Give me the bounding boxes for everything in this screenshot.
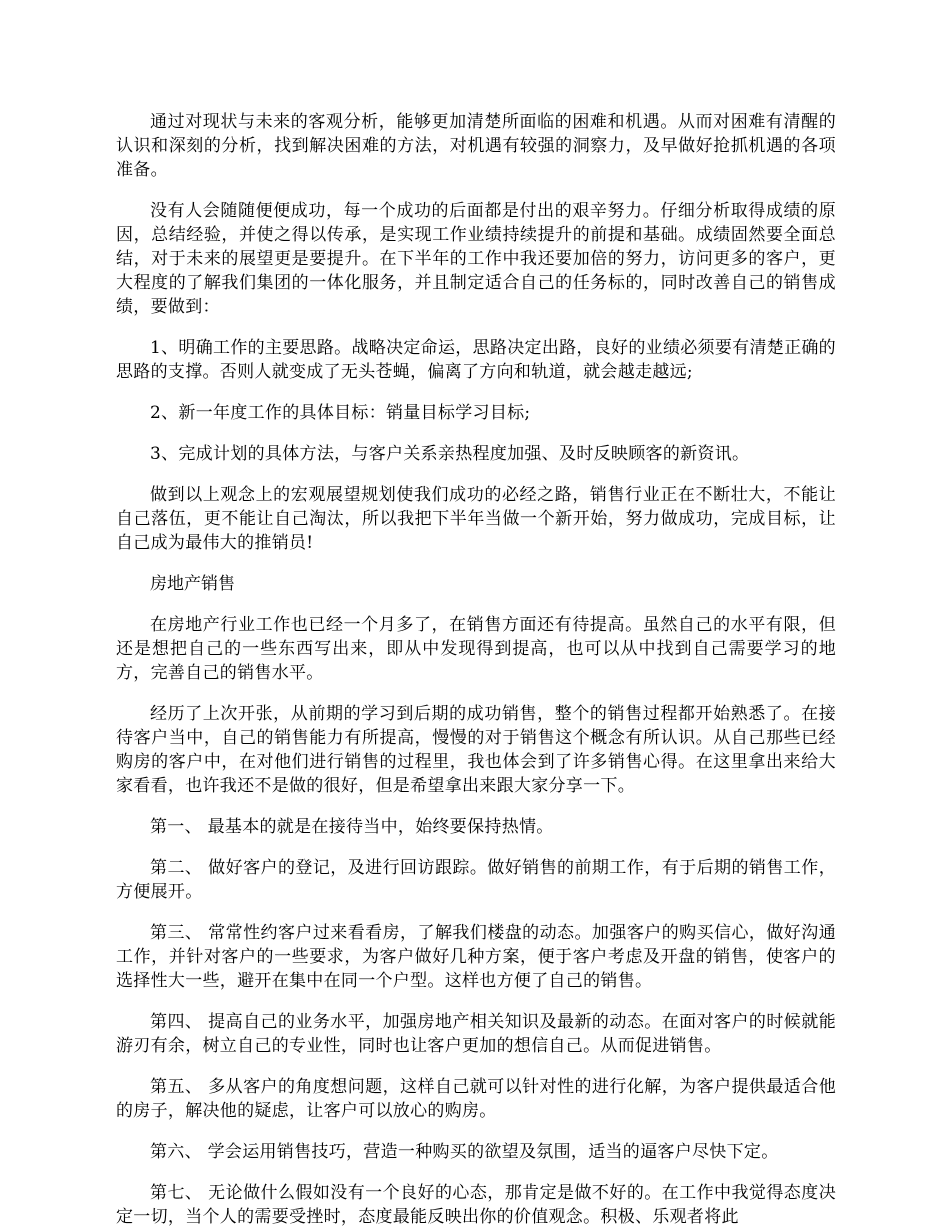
paragraph: 第六、 学会运用销售技巧，营造一种购买的欲望及氛围，适当的逼客户尽快下定。	[150, 1142, 779, 1162]
paragraph: 没有人会随随便便成功，每一个成功的后面都是付出的艰辛努力。仔细分析取得成绩的原因，总结经验，并使之得以传承，是实现工作业绩持续提升的前提和基础。成绩固然要全面总结，对于未来的展望更是要提升。在下半年的工作中我还要加倍的努力，访问更多的客户，更大程度的了解我们集团的一体化服务，并且制定适合自己的任务标的，同时改善自己的销售成绩，要做到：	[116, 201, 836, 317]
paragraph: 做到以上观念上的宏观展望规划使我们成功的必经之路，销售行业正在不断壮大，不能让自己落伍，更不能让自己淘汰，所以我把下半年当做一个新开始，努力做成功，完成目标，让自己成为最伟大的推销员!	[116, 485, 836, 553]
section-heading: 房地产销售	[150, 574, 235, 594]
paragraph: 3、完成计划的具体方法，与客户关系亲热程度加强、及时反映顾客的新资讯。	[150, 444, 750, 464]
paragraph: 第三、 常常性约客户过来看看房，了解我们楼盘的动态。加强客户的购买信心，做好沟通工作，并针对客户的一些要求，为客户做好几种方案，便于客户考虑及开盘的销售，使客户的选择性大一些，避开在集中在同一个户型。这样也方便了自己的销售。	[116, 923, 836, 991]
paragraph: 通过对现状与未来的客观分析，能够更加清楚所面临的困难和机遇。从而对困难有清醒的认识和深刻的分析，找到解决困难的方法，对机遇有较强的洞察力，及早做好抢抓机遇的各项准备。	[116, 112, 836, 180]
paragraph: 第一、 最基本的就是在接待当中，始终要保持热情。	[150, 817, 554, 837]
paragraph: 1、明确工作的主要思路。战略决定命运，思路决定出路，良好的业绩必须要有清楚正确的思路的支撑。否则人就变成了无头苍蝇，偏离了方向和轨道，就会越走越远;	[116, 338, 836, 382]
paragraph: 2、新一年度工作的具体目标：销量目标学习目标;	[150, 403, 531, 423]
paragraph: 第二、 做好客户的登记，及进行回访跟踪。做好销售的前期工作，有于后期的销售工作，方便展开。	[116, 858, 836, 902]
paragraph: 第五、 多从客户的角度想问题，这样自己就可以针对性的进行化解，为客户提供最适合他的房子，解决他的疑虑，让客户可以放心的购房。	[116, 1077, 836, 1121]
paragraph: 经历了上次开张，从前期的学习到后期的成功销售，整个的销售过程都开始熟悉了。在接待客户当中，自己的销售能力有所提高，慢慢的对于销售这个概念有所认识。从自己那些已经购房的客户中，在对他们进行销售的过程里，我也体会到了许多销售心得。在这里拿出来给大家看看，也许我还不是做的很好，但是希望拿出来跟大家分享一下。	[116, 704, 836, 796]
paragraph: 第四、 提高自己的业务水平，加强房地产相关知识及最新的动态。在面对客户的时候就能游刃有余，树立自己的专业性，同时也让客户更加的想信自己。从而促进销售。	[116, 1012, 836, 1056]
document-body	[116, 110, 836, 1230]
paragraph: 在房地产行业工作也已经一个月多了，在销售方面还有待提高。虽然自己的水平有限，但还是想把自己的一些东西写出来，即从中发现得到提高，也可以从中找到自己需要学习的地方，完善自己的销售水平。	[116, 615, 836, 683]
paragraph: 第七、 无论做什么假如没有一个良好的心态，那肯定是做不好的。在工作中我觉得态度决定一切，当个人的需要受挫时，态度最能反映出你的价值观念。积极、乐观者将此	[116, 1183, 836, 1227]
